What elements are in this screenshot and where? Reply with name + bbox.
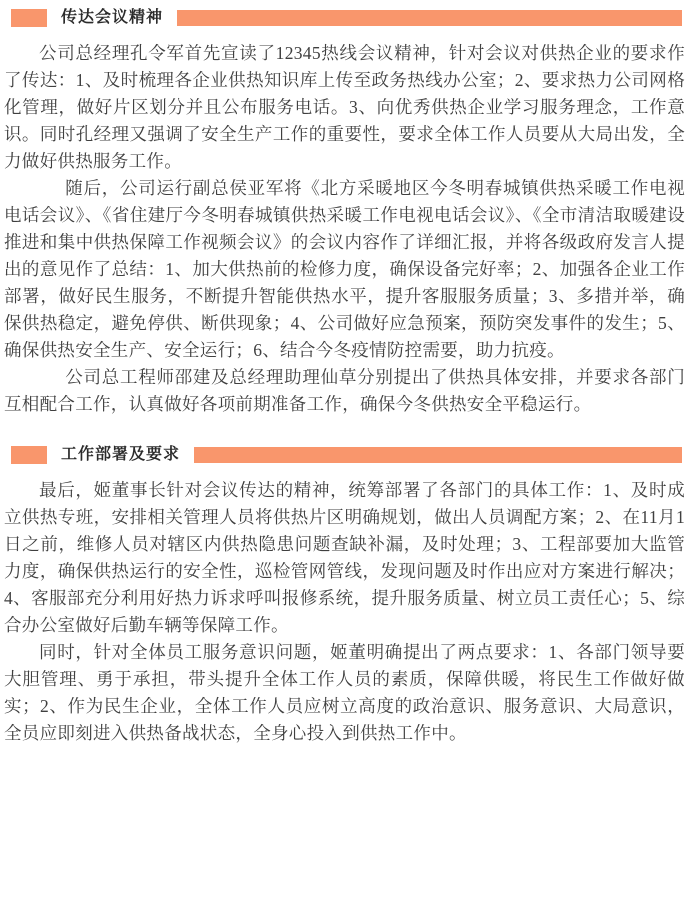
section-header [11,446,682,464]
paragraph: 公司总工程师邵建及总经理助理仙草分别提出了供热具体安排，并要求各部门互相配合工作，认真做好各项前期准备工作，确保今冬供热安全平稳运行。 [4,367,685,414]
section-body [0,477,689,747]
paragraph: 最后，姬董事长针对会议传达的精神，统筹部署了各部门的具体工作：1、及时成立供热专班，安排相关管理人员将供热片区明确规划，做出人员调配方案；2、在11月1日之前，维修人员对辖区内供热隐患问题查缺补漏，及时处理；3、工程部要加大监管力度，确保供热运行的安全性，巡检管网管线，发现问题及时作出应对方案进行解决；4、客服部充分利用好热力诉求呼叫报修系统，提升服务质量、树立员工责任心；5、综合办公室做好后勤车辆等保障工作。 [4,480,685,635]
header-accent-block [11,446,47,464]
section-meeting-spirit [0,9,689,418]
section-title: 传达会议精神 [61,9,164,26]
section-work-deployment [0,446,689,747]
header-accent-bar [177,10,682,26]
paragraph: 随后，公司运行副总侯亚军将《北方采暖地区今冬明春城镇供热采暖工作电视电话会议》、《省住建厅今冬明春城镇供热采暖工作电视电话会议》、《全市清洁取暖建设推进和集中供热保障工作视频会议》的会议内容作了详细汇报，并将各级政府发言人提出的意见作了总结：1、加大供热前的检修力度，确保设备完好率；2、加强各企业工作部署，做好民生服务，不断提升智能供热水平，提升客服服务质量；3、多措并举，确保供热稳定，避免停供、断供现象；4、公司做好应急预案，预防突发事件的发生；5、确保供热安全生产、安全运行；6、结合今冬疫情防控需要，助力抗疫。 [4,178,685,360]
header-accent-block [11,9,47,27]
paragraph: 公司总经理孔令军首先宣读了12345热线会议精神，针对会议对供热企业的要求作了传达：1、及时梳理各企业供热知识库上传至政务热线办公室；2、要求热力公司网格化管理，做好片区划分并且公布服务电话。3、向优秀供热企业学习服务理念，工作意识。同时孔经理又强调了安全生产工作的重要性，要求全体工作人员要从大局出发，全力做好供热服务工作。 [4,43,685,171]
paragraph: 同时，针对全体员工服务意识问题，姬董明确提出了两点要求：1、各部门领导要大胆管理、勇于承担，带头提升全体工作人员的素质，保障供暖，将民生工作做好做实；2、作为民生企业，全体工作人员应树立高度的政治意识、服务意识、大局意识，全员应即刻进入供热备战状态，全身心投入到供热工作中。 [4,642,685,743]
section-title: 工作部署及要求 [61,446,181,463]
section-body [0,40,689,418]
section-header [11,9,682,27]
header-accent-bar [194,447,682,463]
